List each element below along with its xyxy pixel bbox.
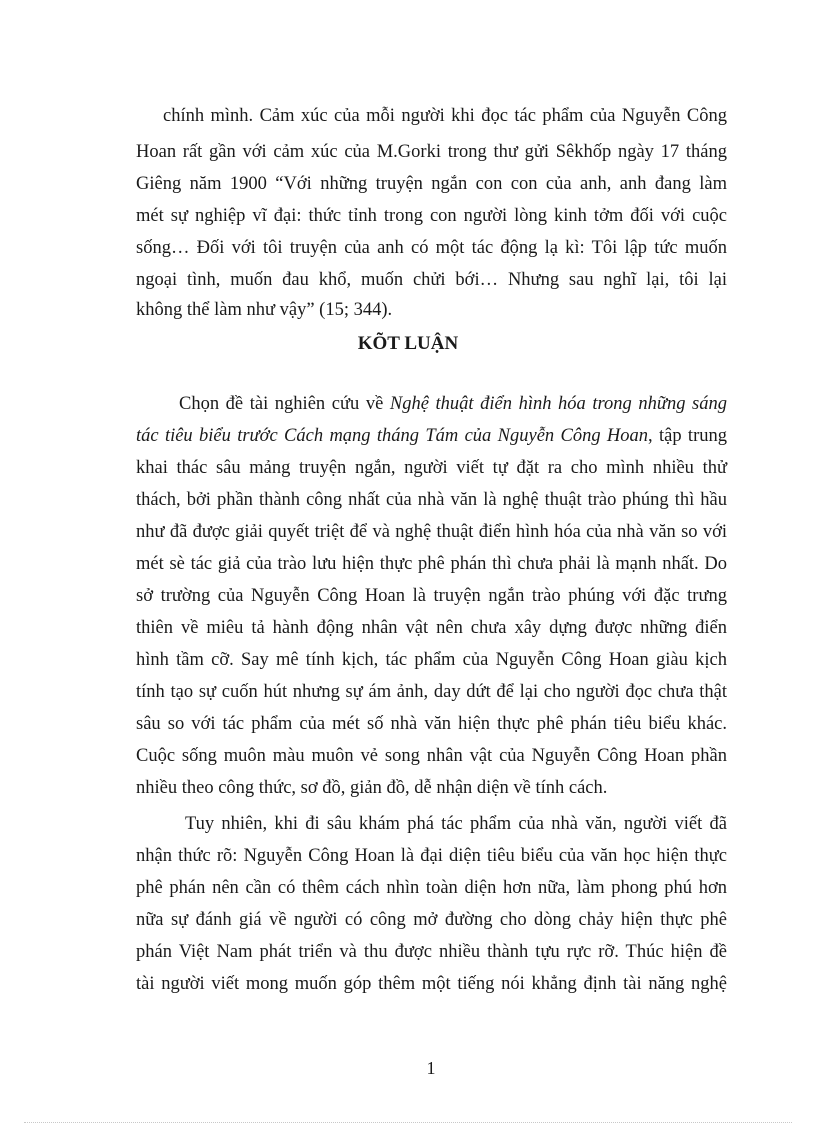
text-line: nữa sự đánh giá về người có công mở đường cho dòng chảy hiện thực phê	[136, 910, 727, 930]
text-line: tài người viết mong muốn góp thêm một tiếng nói khẳng định tài năng nghệ	[136, 974, 727, 994]
text-line: sở trường của Nguyễn Công Hoan là truyện ngắn trào phúng với đặc trưng	[136, 586, 727, 606]
section-heading: KÕT LUẬN	[357, 333, 459, 354]
italic-title-span: Nghệ thuật điển hình hóa trong những sáng	[389, 394, 728, 414]
text-line: ngoại tình, muốn đau khổ, muốn chửi bới… Nhưng sau nghĩ lại, tôi lại	[136, 270, 727, 290]
text-line: mét sự nghiệp vĩ đại: thức tỉnh trong con người lòng kinh tởm đối với cuộc	[136, 206, 727, 226]
italic-title-span: tác tiêu biểu trước Cách mạng tháng Tám của Nguyễn Công Hoan	[136, 426, 649, 446]
text-line: sống… Đối với tôi truyện của anh có một tác động lạ kì: Tôi lập tức muốn	[136, 238, 727, 258]
text-line: mét sè tác giả của trào lưu hiện thực phê phán thì chưa phải là mạnh nhất. Do	[136, 554, 727, 574]
page-number: 1	[426, 1058, 436, 1078]
text-line	[136, 424, 727, 448]
text-line: sâu so với tác phẩm của mét số nhà văn hiện thực phê phán tiêu biểu khác.	[136, 714, 727, 734]
text-line: phê phán nên cần có thêm cách nhìn toàn diện hơn nữa, làm phong phú hơn	[136, 878, 727, 898]
text-line: thách, bởi phần thành công nhất của nhà văn là nghệ thuật trào phúng thì hầu	[136, 490, 727, 510]
text-line: không thể làm như vậy” (15; 344).	[136, 300, 393, 320]
text-line: hình tầm cỡ. Say mê tính kịch, tác phẩm của Nguyễn Công Hoan giàu kịch	[136, 650, 727, 670]
text-line: Cuộc sống muôn màu muôn vẻ song nhân vật của Nguyễn Công Hoan phần	[136, 746, 727, 766]
text-line: khai thác sâu mảng truyện ngắn, người viết tự đặt ra cho mình nhiều thử	[136, 458, 727, 478]
text-line: Hoan rất gần với cảm xúc của M.Gorki trong thư gửi Sêkhốp ngày 17 tháng	[136, 142, 727, 162]
text-line: nhiều theo công thức, sơ đồ, giản đồ, dễ nhận diện về tính cách.	[136, 778, 608, 798]
text-span: Chọn đề tài nghiên cứu về	[179, 394, 390, 414]
text-line: như đã được giải quyết triệt để và nghệ thuật điển hình hóa của nhà văn so với	[136, 522, 727, 542]
text-line: chính mình. Cảm xúc của mỗi người khi đọc tác phẩm của Nguyễn Công	[163, 106, 727, 126]
text-line: phán Việt Nam phát triển và thu được nhiều thành tựu rực rỡ. Thúc hiện đề	[136, 942, 727, 962]
text-line	[179, 392, 727, 416]
text-line: Tuy nhiên, khi đi sâu khám phá tác phẩm của nhà văn, người viết đã	[185, 814, 727, 834]
text-span: , tập trung	[648, 426, 727, 446]
text-line: nhận thức rõ: Nguyễn Công Hoan là đại diện tiêu biểu của văn học hiện thực	[136, 846, 727, 866]
text-line: tính tạo sự cuốn hút nhưng sự ám ảnh, day dứt để lại cho người đọc chưa thật	[136, 682, 727, 702]
text-line: Giêng năm 1900 “Với những truyện ngắn con con của anh, anh đang làm	[136, 174, 727, 194]
text-line: thiên về miêu tả hành động nhân vật nên chưa xây dựng được những điển	[136, 618, 727, 638]
